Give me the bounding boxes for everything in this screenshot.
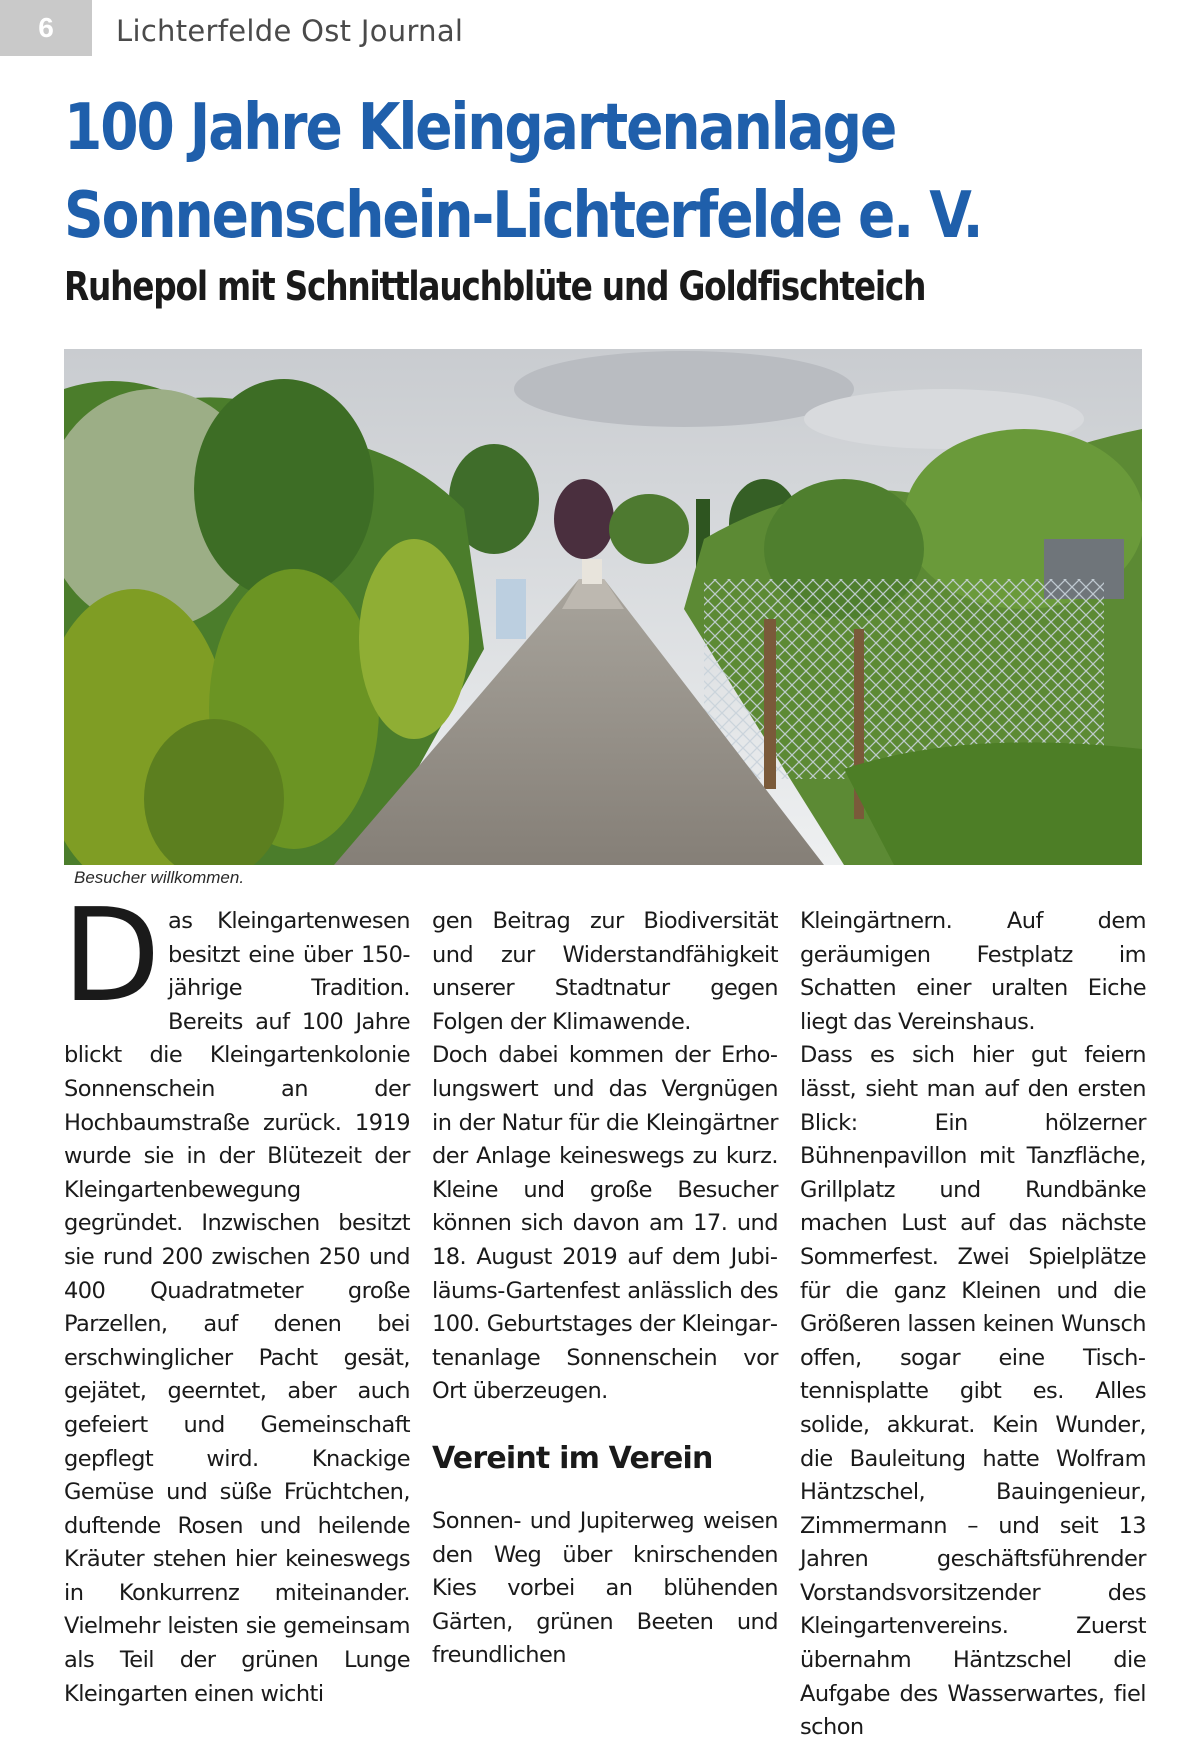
article-headline [64,84,993,260]
col3-paragraph-2: Dass es sich hier gut feiern lässt, sieht man auf den ersten Blick: Ein hölzerner Bühnenpavillon mit Tanzfläche, Grillplatz und Rundbänke machen Lust auf das nächste Sommerfest. Zwei Spielplätze für die ganz Kleinen und die Größeren lassen keinen Wunsch offen, sogar eine Tischtennisplatte gibt es. Alles solide, akkurat. Kein Wunder, die Bauleitung hatte Wolfram Häntzschel, Bauingenieur, Zimmermann – und seit 13 Jahren geschäftsführender Vorstandsvorsitzender des Kleingartenvereins. Zuerst übernahm Häntzschel die Aufgabe des Wasserwartes, fiel schon [800,1042,1146,1741]
journal-name: Lichterfelde Ost Journal [116,14,464,48]
section-heading: Vereint im Verein [432,1440,713,1476]
drop-cap: D [62,882,161,1031]
article-subheadline: Ruhepol mit Schnittlauchblüte und Goldfischteich [64,264,926,310]
article-column-3 [800,905,1146,1745]
headline-line-2: Sonnenschein-Lichterfelde e. V. [64,179,982,253]
headline-line-1: 100 Jahre Kleingartenanlage [64,91,896,165]
garden-path-photo [64,349,1142,865]
page-number: 6 [0,0,92,56]
col2-paragraph-3: Sonnen- und Jupiterweg weisen den Weg über knirschenden Kies vorbei an blühenden Gärten, grünen Beeten und freundlichen [432,1507,778,1669]
col2-paragraph-2: Doch dabei kommen der Erholungswert und das Vergnügen in der Natur für die Kleingärtner der Anlage keineswegs zu kurz. Kleine und große Besucher können sich davon am 17. und 18. August 2019 auf dem Jubiläums-Gartenfest anlässlich des 100. Geburtstages der Kleingartenanlage Sonnenschein vor Ort überzeugen. [432,1042,778,1405]
col2-paragraph-1: gen Beitrag zur Biodiversität und zur Widerstandfähigkeit unserer Stadtnatur gegen Folgen der Klimawende. [432,908,778,1035]
photo-caption: Besucher willkommen. [74,868,245,887]
article-column-2 [432,905,778,1673]
col3-paragraph-1: Kleingärtnern. Auf dem geräumigen Festplatz im Schatten einer uralten Eiche liegt das Vereinshaus. [800,908,1146,1035]
article-column-1 [62,882,410,1711]
col1-paragraph: as Kleingartenwesen besitzt eine über 150-jährige Tradition. Bereits auf 100 Jahre blickt die Kleingartenkolonie Sonnenschein an der Hochbaumstraße zurück. 1919 wurde sie in der Blütezeit der Kleingartenbewegung gegründet. Inzwischen besitzt sie rund 200 zwischen 250 und 400 Quadratmeter große Parzellen, auf denen bei erschwinglicher Pacht gesät, gejätet, geerntet, aber auch gefeiert und Gemeinschaft gepflegt wird. Knackige Gemüse und süße Früchtchen, duftende Rosen und heilende Kräuter stehen hier keineswegs in Konkurrenz miteinander. Vielmehr leisten sie gemeinsam als Teil der grünen Lunge Kleingarten einen wichti [64,908,410,1707]
